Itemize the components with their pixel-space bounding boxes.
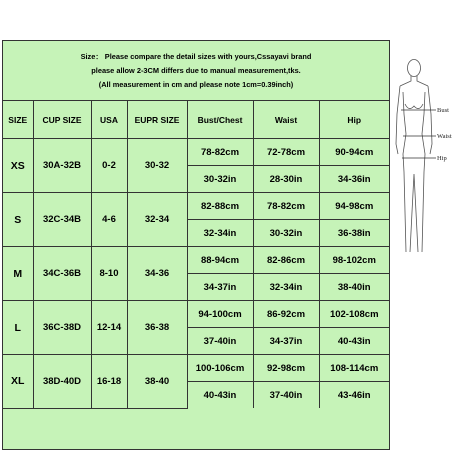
bust-in-cell: 30-32in <box>187 166 253 193</box>
eupr-size-cell: 30-32 <box>127 139 187 193</box>
waist-cm-cell: 72-78cm <box>253 139 319 166</box>
hip-cm-cell: 102-108cm <box>319 301 389 328</box>
figure-arms <box>396 86 432 154</box>
hip-label: Hip <box>437 155 447 162</box>
table-row <box>3 139 389 166</box>
hip-in-cell: 43-46in <box>319 382 389 409</box>
size-cell: L <box>3 301 33 355</box>
waist-cm-cell: 86-92cm <box>253 301 319 328</box>
header-eupr-size: EUPR SIZE <box>127 101 187 139</box>
table-row <box>3 247 389 274</box>
eupr-size-cell: 34-36 <box>127 247 187 301</box>
header-bust-chest: Bust/Chest <box>187 101 253 139</box>
usa-cell: 4-6 <box>91 193 127 247</box>
figure-bust <box>405 104 423 109</box>
waist-cm-cell: 92-98cm <box>253 355 319 382</box>
size-table <box>3 101 389 409</box>
bust-in-cell: 34-37in <box>187 274 253 301</box>
eupr-size-cell: 32-34 <box>127 193 187 247</box>
waist-cm-cell: 78-82cm <box>253 193 319 220</box>
cup-size-cell: 36C-38D <box>33 301 91 355</box>
size-note <box>3 41 389 101</box>
hip-in-cell: 38-40in <box>319 274 389 301</box>
header-cup-size: CUP SIZE <box>33 101 91 139</box>
header-waist: Waist <box>253 101 319 139</box>
hip-cm-cell: 98-102cm <box>319 247 389 274</box>
note-line-3: (All measurement in cm and please note 1cm=0.39inch) <box>98 79 294 89</box>
usa-cell: 16-18 <box>91 355 127 409</box>
bust-cm-cell: 78-82cm <box>187 139 253 166</box>
waist-label: Waist <box>437 133 452 140</box>
cup-size-cell: 34C-36B <box>33 247 91 301</box>
figure-head <box>408 60 421 77</box>
hip-in-cell: 40-43in <box>319 328 389 355</box>
waist-in-cell: 28-30in <box>253 166 319 193</box>
table-row <box>3 193 389 220</box>
size-cell: M <box>3 247 33 301</box>
cup-size-cell: 38D-40D <box>33 355 91 409</box>
hip-cm-cell: 90-94cm <box>319 139 389 166</box>
hip-in-cell: 34-36in <box>319 166 389 193</box>
bust-in-cell: 40-43in <box>187 382 253 409</box>
note-line-1: Size： Please compare the detail sizes with yours,Cssayavi brand <box>80 51 312 61</box>
hip-cm-cell: 94-98cm <box>319 193 389 220</box>
size-chart <box>2 40 390 450</box>
body-measurement-figure <box>392 52 458 262</box>
figure-neck <box>400 76 428 86</box>
eupr-size-cell: 38-40 <box>127 355 187 409</box>
bust-label: Bust <box>437 107 449 114</box>
bust-cm-cell: 94-100cm <box>187 301 253 328</box>
usa-cell: 12-14 <box>91 301 127 355</box>
size-cell: XS <box>3 139 33 193</box>
bust-in-cell: 37-40in <box>187 328 253 355</box>
table-row <box>3 301 389 328</box>
waist-in-cell: 32-34in <box>253 274 319 301</box>
cup-size-cell: 30A-32B <box>33 139 91 193</box>
figure-torso <box>403 92 425 172</box>
size-cell: S <box>3 193 33 247</box>
header-hip: Hip <box>319 101 389 139</box>
size-cell: XL <box>3 355 33 409</box>
eupr-size-cell: 36-38 <box>127 301 187 355</box>
waist-in-cell: 34-37in <box>253 328 319 355</box>
bust-cm-cell: 100-106cm <box>187 355 253 382</box>
waist-cm-cell: 82-86cm <box>253 247 319 274</box>
usa-cell: 8-10 <box>91 247 127 301</box>
figure-legs <box>404 172 424 252</box>
table-row <box>3 355 389 382</box>
bust-cm-cell: 82-88cm <box>187 193 253 220</box>
usa-cell: 0-2 <box>91 139 127 193</box>
header-size: SIZE <box>3 101 33 139</box>
hip-cm-cell: 108-114cm <box>319 355 389 382</box>
header-usa: USA <box>91 101 127 139</box>
waist-in-cell: 37-40in <box>253 382 319 409</box>
hip-in-cell: 36-38in <box>319 220 389 247</box>
bust-cm-cell: 88-94cm <box>187 247 253 274</box>
cup-size-cell: 32C-34B <box>33 193 91 247</box>
header-row <box>3 101 389 139</box>
note-line-2: please allow 2-3CM differs due to manual measurement,tks. <box>91 65 301 75</box>
waist-in-cell: 30-32in <box>253 220 319 247</box>
bust-in-cell: 32-34in <box>187 220 253 247</box>
